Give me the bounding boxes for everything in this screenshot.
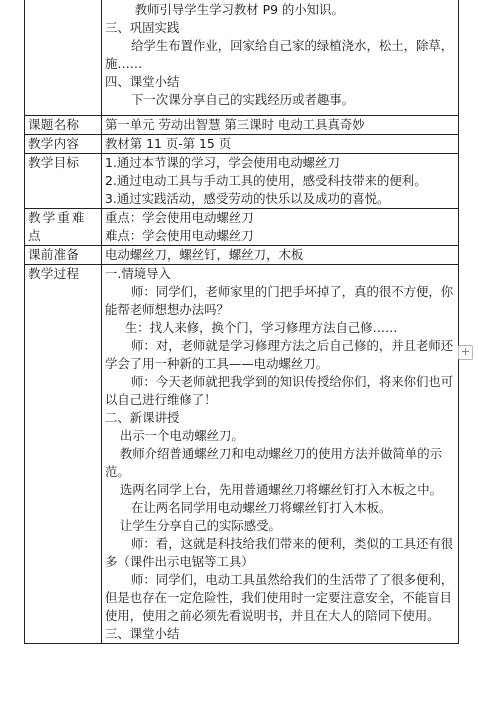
- process-line: 让学生分享自己的实际感受。: [119, 518, 281, 533]
- prev-line-1: 教师引导学生学习教材 P9 的小知识。: [134, 2, 344, 17]
- process-line: 选两名同学上台，先用普通螺丝刀将螺丝钉打入木板之中。: [119, 482, 443, 497]
- label-goals: 教学目标: [25, 154, 102, 209]
- prev-line-4: 四、课堂小结: [105, 74, 180, 89]
- goal-item: 1.通过本节课的学习，学会使用电动螺丝刀: [105, 155, 340, 170]
- prev-line-3: 给学生布置作业，回家给自己家的绿植浇水，松土，除草，施……: [105, 38, 454, 71]
- value-content: 教材第 11 页-第 15 页: [102, 135, 459, 154]
- label-prep: 课前准备: [25, 246, 102, 265]
- key-point: 重点：学会使用电动螺丝刀: [105, 210, 254, 225]
- label-content: 教学内容: [25, 135, 102, 154]
- difficult-point: 难点：学会使用电动螺丝刀: [105, 228, 254, 243]
- row-keypoints: [25, 209, 459, 246]
- value-goals: [102, 154, 459, 209]
- process-line: 师：同学们，电动工具虽然给我们的生活带了了很多便利，但是也存在一定危险性，我们使用时一定要注意安全，不能盲目使用，使用之前必须先看说明书，并且在大人的陪同下使用。: [105, 572, 454, 623]
- process-line: 二、新课讲授: [105, 410, 180, 425]
- process-line: 师：对，老师就是学习修理方法之后自己修的，并且老师还学会了用一种新的工具——电动螺丝刀。: [105, 338, 454, 371]
- label-process: 教学过程: [25, 265, 102, 644]
- row-process: [25, 265, 459, 644]
- row-prep: [25, 246, 459, 265]
- prev-line-2: 三、巩固实践: [105, 20, 180, 35]
- goal-item: 3.通过实践活动，感受劳动的快乐以及成功的喜悦。: [105, 191, 390, 206]
- process-line: 师：同学们，老师家里的门把手坏掉了，真的很不方便，你能帮老师想想办法吗？: [105, 284, 454, 317]
- row-goals: [25, 154, 459, 209]
- empty-label-cell: [25, 0, 102, 116]
- value-keypoints: [102, 209, 459, 246]
- process-line: 师：今天老师就把我学到的知识传授给你们，将来你们也可以自己进行维修了！: [105, 374, 454, 407]
- row-content: [25, 135, 459, 154]
- goal-item: 2.通过电动工具与手动工具的使用，感受科技带来的便利。: [105, 173, 427, 188]
- row-title: [25, 116, 459, 135]
- process-line: 师：看，这就是科技给我们带来的便利，类似的工具还有很多（课件出示电锯等工具）: [105, 536, 454, 569]
- value-prep: 电动螺丝刀，螺丝钉，螺丝刀，木板: [102, 246, 459, 265]
- process-line: 教师介绍普通螺丝刀和电动螺丝刀的使用方法并做简单的示范。: [105, 446, 443, 479]
- label-title: 课题名称: [25, 116, 102, 135]
- process-line: 出示一个电动螺丝刀。: [119, 428, 244, 443]
- label-keypoints: 教学重难点: [25, 209, 102, 246]
- table-add-row-handle[interactable]: +: [458, 345, 473, 360]
- value-process: [102, 265, 459, 644]
- lesson-plan-table: [24, 0, 459, 644]
- process-line: 生：找人来修，换个门，学习修理方法自己修……: [124, 320, 398, 335]
- process-line: 在让两名同学用电动螺丝刀将螺丝钉打入木板。: [131, 500, 392, 515]
- row-previous-lesson: [25, 0, 459, 116]
- previous-lesson-cell: [102, 0, 459, 116]
- prev-line-5: 下一次课分享自己的实践经历或者趣事。: [131, 92, 355, 107]
- value-title: 第一单元 劳动出智慧 第三课时 电动工具真奇妙: [102, 116, 459, 135]
- process-line: 三、课堂小结: [105, 626, 180, 641]
- process-line: 一.情境导入: [105, 266, 171, 281]
